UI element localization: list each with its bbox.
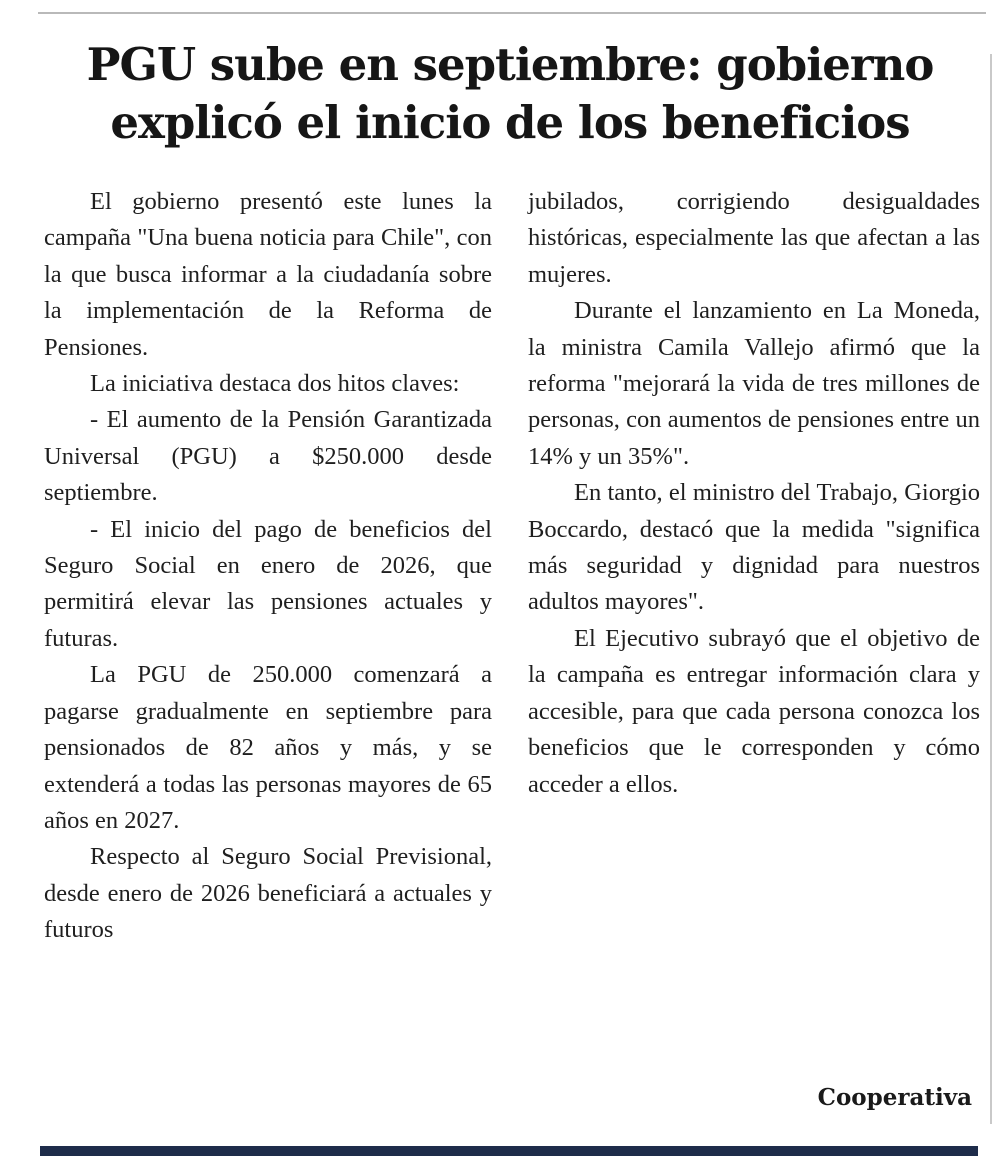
article-column-right [528, 184, 980, 803]
paragraph: El Ejecutivo subrayó que el objetivo de la campaña es entregar información clara y accesible, para que cada persona conozca los beneficios que le corresponden y cómo acceder a ellos. [528, 624, 980, 798]
paragraph: El gobierno presentó este lunes la campaña "Una buena noticia para Chile", con la que busca informar a la ciudadanía sobre la implementación de la Reforma de Pensiones. [44, 188, 492, 361]
paragraph: En tanto, el ministro del Trabajo, Giorgio Boccardo, destacó que la medida "significa más seguridad y dignidad para nuestros adultos mayores". [528, 479, 980, 616]
paragraph: La PGU de 250.000 comenzará a pagarse gradualmente en septiembre para pensionados de 82 años y más, y se extenderá a todas las personas mayores de 65 años en 2027. [44, 661, 492, 834]
right-column-divider [990, 54, 992, 1124]
headline-line-2: explicó el inicio de los beneficios [110, 96, 910, 149]
source-credit: Cooperativa [817, 1084, 972, 1111]
top-divider [38, 12, 986, 14]
bottom-color-band [40, 1146, 978, 1156]
paragraph: - El inicio del pago de beneficios del Seguro Social en enero de 2026, que permitirá elevar las pensiones actuales y futuras. [44, 515, 492, 652]
paragraph: Durante el lanzamiento en La Moneda, la ministra Camila Vallejo afirmó que la reforma "mejorará la vida de tres millones de personas, con aumentos de pensiones entre un 14% y un 35%". [528, 297, 980, 470]
article-headline [40, 36, 980, 152]
paragraph: - El aumento de la Pensión Garantizada Universal (PGU) a $250.000 desde septiembre. [44, 406, 492, 507]
headline-line-1: PGU sube en septiembre: gobierno [86, 38, 934, 91]
paragraph: La iniciativa destaca dos hitos claves: [90, 370, 460, 398]
paragraph: Respecto al Seguro Social Previsional, desde enero de 2026 beneficiará a actuales y futuros [44, 843, 492, 944]
paragraph: jubilados, corrigiendo desigualdades históricas, especialmente las que afectan a las mujeres. [528, 188, 980, 288]
article-column-left [44, 184, 492, 949]
